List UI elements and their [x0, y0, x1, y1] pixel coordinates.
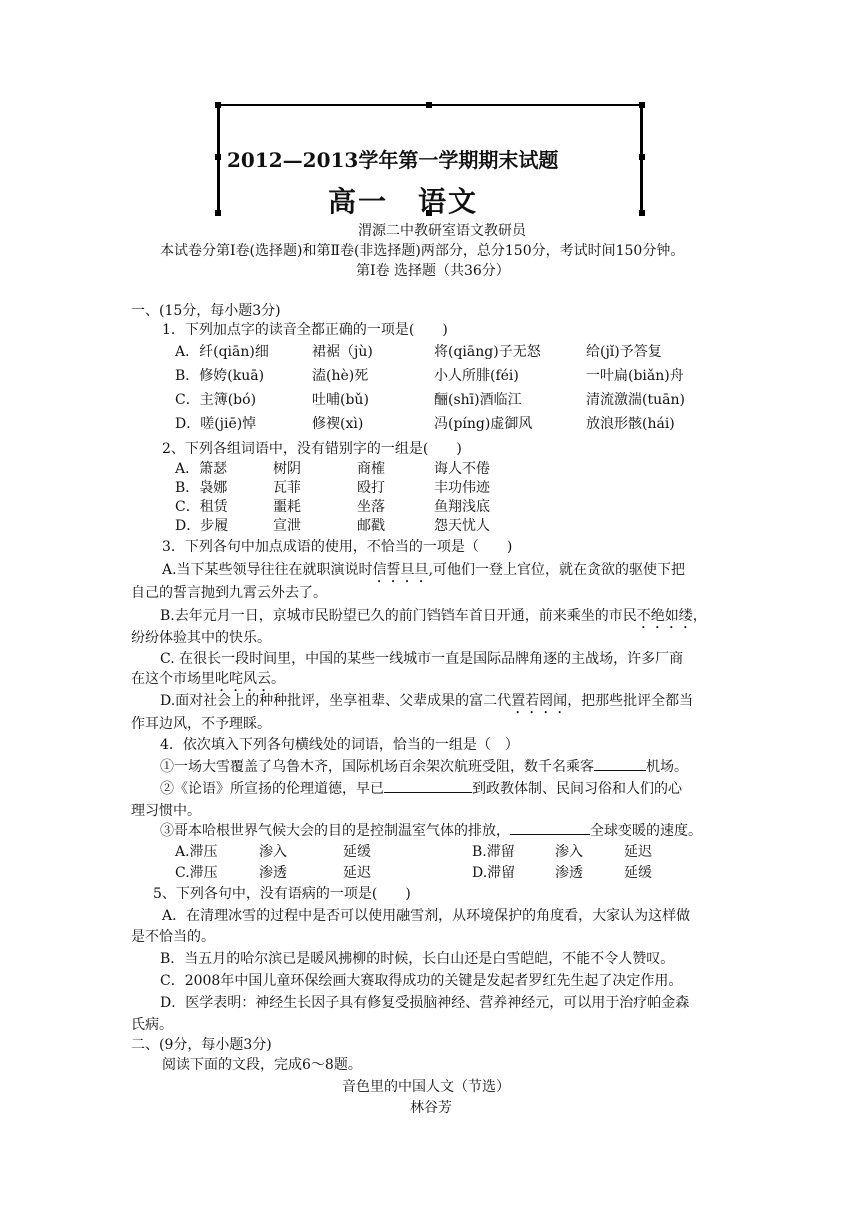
q1-a-4: 给(jǐ)予答复 [586, 344, 662, 360]
q2-b-3: 殴打 [357, 480, 385, 496]
q1-d-1: D．嗟(jiē)悼 [175, 416, 257, 432]
q2-b-4: 丰功伟迹 [434, 480, 490, 496]
q2-c-3: 坐落 [357, 499, 385, 515]
q3-option-d-cont: 作耳边风，不予理睬。 [131, 716, 271, 732]
q4-opt-b-1: B.滞留 [472, 844, 515, 860]
q3-a-idiom: 信誓旦旦 [372, 562, 429, 578]
q4-sentence-1: ①一场大雪覆盖了乌鲁木齐，国际机场百余架次航班受阻，数千名乘客 机场。 [160, 759, 688, 775]
author-line: 渭源二中教研室语文教研员 [358, 223, 526, 239]
q2-c-1: C．租赁 [175, 499, 228, 515]
q1-d-4: 放浪形骸(hái) [586, 416, 675, 432]
section2-instruction: 阅读下面的文段，完成6～8题。 [162, 1057, 362, 1073]
q3-d-idiom: 置若罔闻 [511, 693, 568, 709]
q1-a-1: A．纤(qiān)细 [175, 344, 269, 360]
q4-blank-3 [510, 822, 590, 835]
part1-heading: 第Ⅰ卷 选择题（共36分） [356, 263, 510, 279]
q2-a-2: 树阴 [273, 461, 301, 477]
q4-opt-a-1: A.滞压 [175, 844, 218, 860]
q4-opt-d-1: D.滞留 [472, 865, 516, 881]
q5-option-d: D．医学表明：神经生长因子具有修复受损脑神经、营养神经元，可以用于治疗帕金森 [160, 995, 690, 1011]
q1-c-3: 酾(shī)酒临江 [434, 392, 522, 408]
q4-opt-a-3: 延缓 [343, 844, 371, 860]
q4-stem: 4．依次填入下列各句横线处的词语，恰当的一组是（ ） [160, 737, 519, 753]
q2-c-4: 鱼翔浅底 [434, 499, 490, 515]
q5-option-a-cont: 是不恰当的。 [131, 929, 215, 945]
q3-b-idiom: 不绝如缕 [636, 608, 693, 624]
q5-option-b: B．当五月的哈尔滨已是暖风拂柳的时候，长白山还是白雪皑皑，不能不令人赞叹。 [160, 951, 675, 967]
q4-opt-b-2: 渗入 [555, 844, 583, 860]
q3-option-b-cont: 纷纷体验其中的快乐。 [131, 630, 271, 646]
q4-sentence-2: ②《论语》所宣扬的伦理道德，早已 到政教体制、民间习俗和人们的心 [160, 781, 682, 797]
q1-d-3: 冯(píng)虚御风 [434, 416, 533, 432]
q3-option-d: D.面对社会上的种种批评，坐享祖辈、父辈成果的富二代置若罔闻，把那些批评全都当 [160, 693, 694, 709]
q1-c-1: C．主簿(bó) [175, 392, 257, 408]
q1-c-4: 清流激湍(tuān) [586, 392, 685, 408]
q4-opt-c-3: 延迟 [343, 865, 371, 881]
q4-sentence-2-cont: 理习惯中。 [131, 803, 201, 819]
q1-b-4: 一叶扁(biǎn)舟 [586, 368, 684, 384]
q2-d-4: 怨天忧人 [434, 518, 490, 534]
section1-heading: 一、(15分，每小题3分) [131, 303, 281, 319]
q5-stem: 5、下列各句中，没有语病的一项是( ) [153, 886, 411, 902]
q2-a-1: A．箫瑟 [175, 461, 228, 477]
q3-option-b: B.去年元月一日，京城市民盼望已久的前门铛铛车首日开通，前来乘坐的市民不绝如缕， [160, 608, 707, 624]
q1-a-2: 裙裾（jù) [312, 344, 373, 360]
q2-c-2: 噩耗 [273, 499, 301, 515]
q2-d-3: 邮戳 [357, 518, 385, 534]
q1-b-3: 小人所腓(féi) [434, 368, 519, 384]
section2-heading: 二、(9分，每小题3分) [131, 1037, 272, 1053]
q2-a-3: 商榷 [357, 461, 385, 477]
q3-c-idiom: 叱咤风云 [215, 671, 271, 687]
q4-opt-a-2: 渗入 [259, 844, 287, 860]
q1-b-1: B．修姱(kuā) [175, 368, 265, 384]
q4-opt-d-2: 渗透 [555, 865, 583, 881]
q2-a-4: 诲人不倦 [434, 461, 490, 477]
q5-option-a: A．在清理冰雪的过程中是否可以使用融雪剂，从环境保护的角度看，大家认为这样做 [162, 908, 691, 924]
q3-option-a: A.当下某些领导往往在就职演说时信誓旦旦,可他们一登上官位，就在贪欲的驱使下把 [162, 562, 686, 578]
q4-opt-c-2: 渗透 [259, 865, 287, 881]
exam-title: 2012—2013学年第一学期期末试题 [227, 148, 559, 172]
q1-d-2: 修褉(xì) [312, 416, 364, 432]
q2-b-1: B．袅娜 [175, 480, 228, 496]
q3-stem: 3．下列各句中加点成语的使用，不恰当的一项是（ ) [162, 539, 513, 555]
q4-opt-c-1: C.滞压 [175, 865, 218, 881]
exam-subject: 高一 语文 [328, 185, 479, 218]
q3-option-c: C. 在很长一段时间里，中国的某些一线城市一直是国际品牌角逐的主战场，许多厂商 [160, 651, 684, 667]
q1-b-2: 溘(hè)死 [312, 368, 369, 384]
q1-c-2: 吐哺(bǔ) [312, 392, 369, 408]
exam-intro: 本试卷分第Ⅰ卷(选择题)和第Ⅱ卷(非选择题)两部分，总分150分，考试时间150分钟。 [160, 243, 685, 259]
article-author: 林谷芳 [410, 1100, 452, 1116]
q3-option-a-cont: 自己的誓言抛到九霄云外去了。 [131, 585, 327, 601]
q2-d-1: D．步履 [175, 518, 229, 534]
q2-b-2: 瓦菲 [273, 480, 301, 496]
q4-sentence-3: ③哥本哈根世界气候大会的目的是控制温室气体的排放， 全球变暖的速度。 [160, 823, 702, 839]
q4-blank-1 [594, 758, 646, 771]
q1-a-3: 将(qiāng)子无怒 [434, 344, 541, 360]
q2-d-2: 宣泄 [273, 518, 301, 534]
q5-option-d-cont: 氏病。 [131, 1017, 173, 1033]
q4-opt-b-3: 延迟 [624, 844, 652, 860]
q5-option-c: C．2008年中国儿童环保绘画大赛取得成功的关键是发起者罗红先生起了决定作用。 [160, 973, 683, 989]
q1-stem: 1．下列加点字的读音全都正确的一项是( ) [162, 322, 448, 338]
q4-blank-2 [384, 780, 472, 793]
article-title: 音色里的中国人文（节选） [342, 1079, 510, 1095]
q4-opt-d-3: 延缓 [624, 865, 652, 881]
q3-option-c-cont: 在这个市场里叱咤风云。 [131, 671, 285, 687]
q2-stem: 2、下列各组词语中，没有错别字的一组是( ) [162, 441, 462, 457]
